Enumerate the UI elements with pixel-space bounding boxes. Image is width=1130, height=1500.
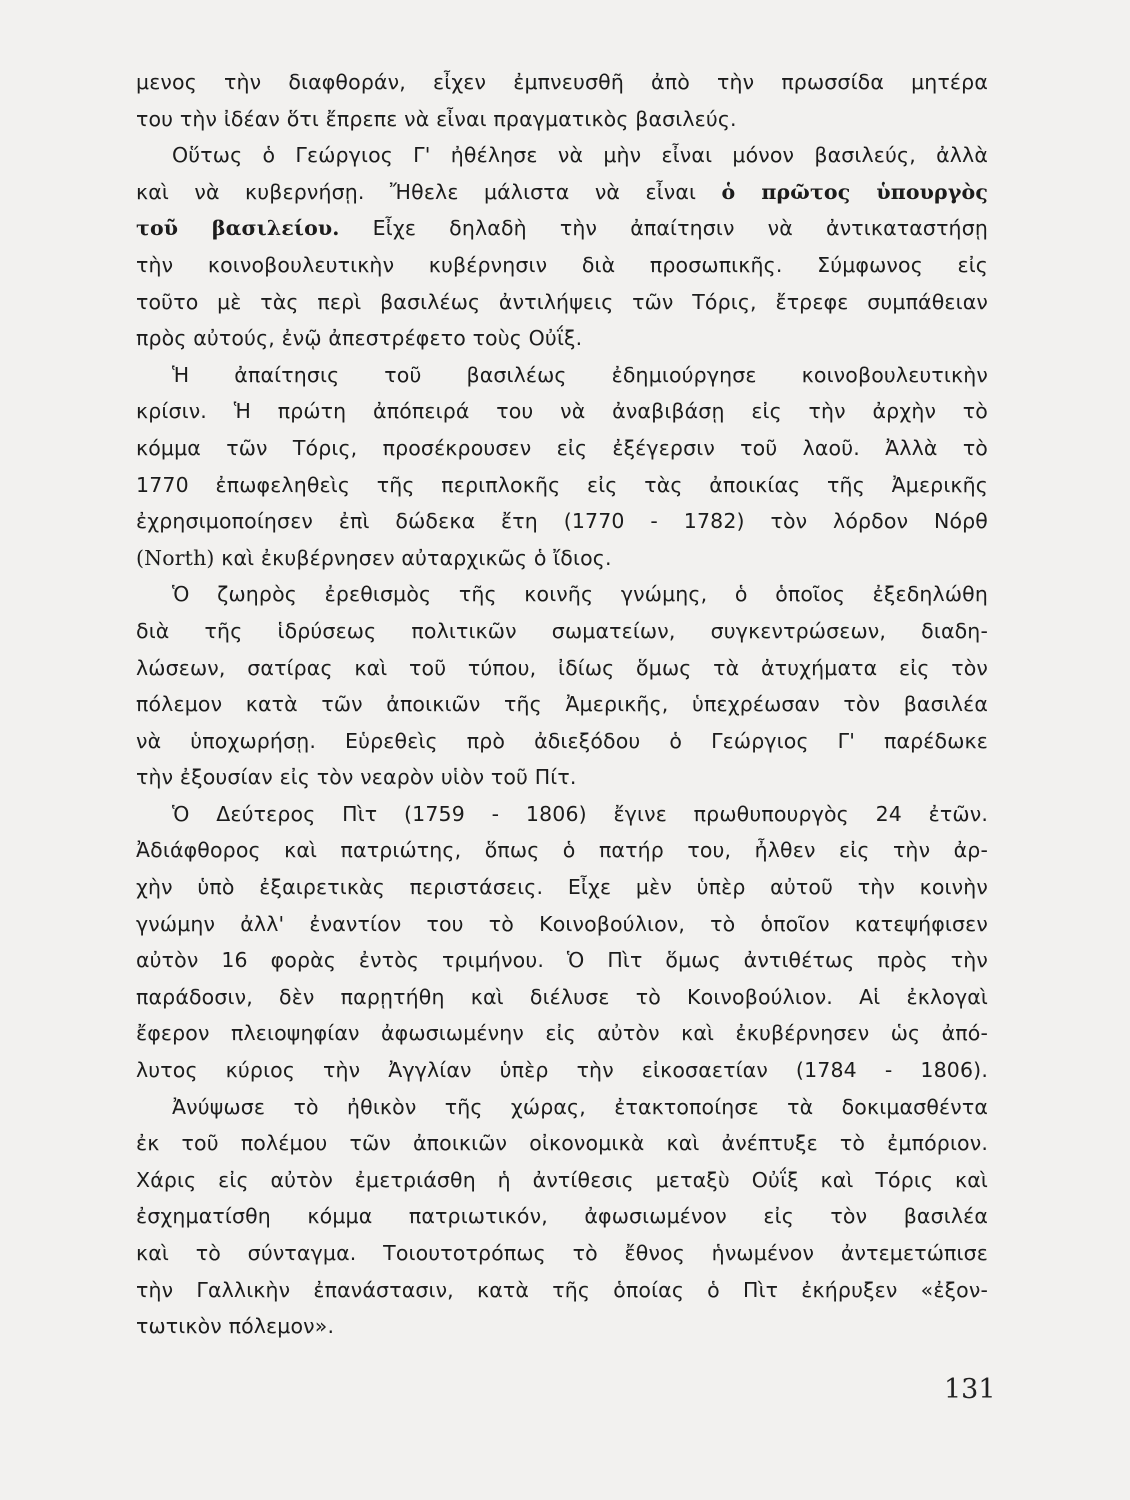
- text-span: Εἶχε δηλαδὴ τὴν ἀπαίτησιν νὰ ἀντικαταστήσῃ: [339, 216, 988, 241]
- text-line: τὴν ἐξουσίαν εἰς τὸν νεαρὸν υἱὸν τοῦ Πίτ.: [136, 765, 577, 790]
- text-line: λυτος κύριος τὴν Ἀγγλίαν ὑπὲρ τὴν εἰκοσαετίαν (1784 - 1806).: [136, 1058, 988, 1083]
- text-line: τοῦτο μὲ τὰς περὶ βασιλέως ἀντιλήψεις τῶν Τόρις, ἔτρεφε συμπάθειαν: [136, 289, 988, 314]
- text-line: νὰ ὑποχωρήσῃ. Εὑρεθεὶς πρὸ ἀδιεξόδου ὁ Γεώργιος Γ' παρέδωκε: [136, 728, 988, 753]
- bold-phrase: ὁ πρῶτος ὑπουργὸς: [721, 179, 988, 204]
- text-line: [136, 540, 988, 577]
- text-span: καὶ νὰ κυβερνήσῃ. Ἤθελε μάλιστα νὰ εἶναι: [136, 179, 722, 204]
- paragraph-start: Οὕτως ὁ Γεώργιος Γ' ἠθέλησε νὰ μὴν εἶναι μόνον βασιλεύς, ἀλλὰ: [172, 143, 988, 168]
- page-number: 131: [944, 1374, 996, 1405]
- text-line: ἐσχηματίσθη κόμμα πατριωτικόν, ἀφωσιωμένον εἰς τὸν βασιλέα: [136, 1204, 988, 1229]
- text-line: Ἀδιάφθορος καὶ πατριώτης, ὅπως ὁ πατήρ του, ἦλθεν εἰς τὴν ἀρ-: [136, 838, 988, 863]
- text-span: καὶ ἐκυβέρνησεν αὐταρχικῶς ὁ ἴδιος.: [214, 545, 612, 570]
- text-line: τὴν Γαλλικὴν ἐπανάστασιν, κατὰ τῆς ὁποίας ὁ Πὶτ ἐκήρυξεν «ἐξον-: [136, 1277, 988, 1302]
- text-line: πρὸς αὐτούς, ἐνῷ ἀπεστρέφετο τοὺς Οὐΐξ.: [136, 326, 583, 351]
- paragraph-start: Ἡ ἀπαίτησις τοῦ βασιλέως ἐδημιούργησε κοινοβουλευτικὴν: [172, 362, 988, 387]
- text-line: ἐχρησιμοποίησεν ἐπὶ δώδεκα ἔτη (1770 - 1782) τὸν λόρδον Νόρθ: [136, 509, 988, 534]
- text-line: αὐτὸν 16 φορὰς ἐντὸς τριμήνου. Ὁ Πὶτ ὅμως ἀντιθέτως πρὸς τὴν: [136, 948, 988, 973]
- text-line: γνώμην ἀλλ' ἐναντίον του τὸ Κοινοβούλιον, τὸ ὁποῖον κατεψήφισεν: [136, 911, 988, 936]
- paragraph-start: Ἀνύψωσε τὸ ἠθικὸν τῆς χώρας, ἐτακτοποίησε τὰ δοκιμασθέντα: [172, 1094, 988, 1119]
- text-line: παράδοσιν, δὲν παρῃτήθη καὶ διέλυσε τὸ Κοινοβούλιον. Αἱ ἐκλογαὶ: [136, 984, 988, 1009]
- text-line: του τὴν ἰδέαν ὅτι ἔπρεπε νὰ εἶναι πραγματικὸς βασιλεύς.: [136, 106, 737, 131]
- text-line: πόλεμον κατὰ τῶν ἀποικιῶν τῆς Ἀμερικῆς, ὑπεχρέωσαν τὸν βασιλέα: [136, 692, 988, 717]
- text-line: [136, 174, 988, 211]
- text-line: μενος τὴν διαφθοράν, εἶχεν ἐμπνευσθῆ ἀπὸ τὴν πρωσσίδα μητέρα: [136, 70, 988, 94]
- text-line: [136, 210, 988, 247]
- paragraph-start: Ὁ ζωηρὸς ἐρεθισμὸς τῆς κοινῆς γνώμης, ὁ ὁποῖος ἐξεδηλώθη: [172, 582, 988, 607]
- text-line: κόμμα τῶν Τόρις, προσέκρουσεν εἰς ἐξέγερσιν τοῦ λαοῦ. Ἀλλὰ τὸ: [136, 435, 988, 460]
- text-line: τωτικὸν πόλεμον».: [136, 1314, 335, 1339]
- text-line: Χάρις εἰς αὐτὸν ἐμετριάσθη ἡ ἀντίθεσις μεταξὺ Οὐΐξ καὶ Τόρις καὶ: [136, 1167, 988, 1192]
- text-line: τὴν κοινοβουλευτικὴν κυβέρνησιν διὰ προσωπικῆς. Σύμφωνος εἰς: [136, 252, 988, 277]
- bold-phrase: τοῦ βασιλείου.: [136, 216, 340, 241]
- body-text: [136, 64, 988, 1345]
- latin-name: (North): [136, 545, 215, 570]
- text-line: διὰ τῆς ἱδρύσεως πολιτικῶν σωματείων, συγκεντρώσεων, διαδη-: [136, 618, 988, 643]
- text-line: ἔφερον πλειοψηφίαν ἀφωσιωμένην εἰς αὐτὸν καὶ ἐκυβέρνησεν ὡς ἀπό-: [136, 1021, 988, 1046]
- paragraph-start: Ὁ Δεύτερος Πὶτ (1759 - 1806) ἔγινε πρωθυπουργὸς 24 ἐτῶν.: [172, 801, 988, 826]
- text-line: χὴν ὑπὸ ἐξαιρετικὰς περιστάσεις. Εἶχε μὲν ὑπὲρ αὐτοῦ τὴν κοινὴν: [136, 875, 988, 900]
- text-line: κρίσιν. Ἡ πρώτη ἀπόπειρά του νὰ ἀναβιβάσῃ εἰς τὴν ἀρχὴν τὸ: [136, 399, 988, 424]
- text-line: καὶ τὸ σύνταγμα. Τοιουτοτρόπως τὸ ἔθνος ἡνωμένον ἀντεμετώπισε: [136, 1241, 988, 1265]
- text-line: ἐκ τοῦ πολέμου τῶν ἀποικιῶν οἰκονομικὰ καὶ ἀνέπτυξε τὸ ἐμπόριον.: [136, 1131, 988, 1156]
- text-line: λώσεων, σατίρας καὶ τοῦ τύπου, ἰδίως ὅμως τὰ ἀτυχήματα εἰς τὸν: [136, 655, 988, 680]
- text-line: 1770 ἐπωφεληθεὶς τῆς περιπλοκῆς εἰς τὰς ἀποικίας τῆς Ἀμερικῆς: [136, 472, 988, 497]
